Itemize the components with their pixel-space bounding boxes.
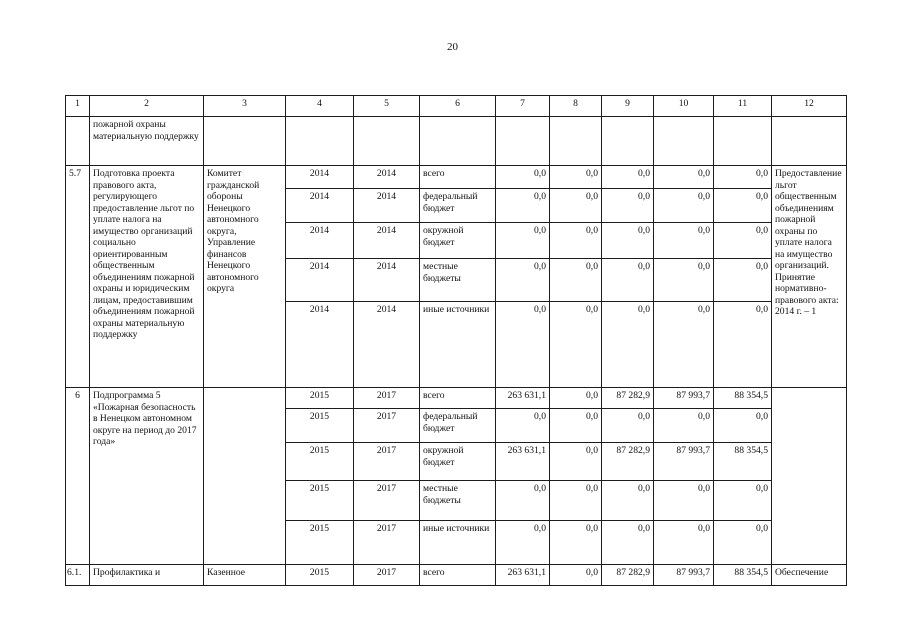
value-col9: 0,0: [602, 302, 654, 388]
value-total: 263 631,1: [496, 565, 550, 586]
funding-source: местные бюджеты: [420, 259, 496, 302]
expected-result: [772, 388, 847, 565]
empty-cell: [654, 117, 714, 166]
start-year: 2014: [286, 223, 354, 259]
executor: Казенное: [204, 565, 286, 586]
end-year: 2014: [354, 259, 420, 302]
row-number: 6: [66, 388, 90, 565]
end-year: 2014: [354, 302, 420, 388]
start-year: 2014: [286, 166, 354, 189]
executor: [204, 388, 286, 565]
value-total: 0,0: [496, 259, 550, 302]
empty-cell: [420, 117, 496, 166]
value-total: 263 631,1: [496, 388, 550, 409]
value-col9: 0,0: [602, 481, 654, 521]
value-col8: 0,0: [550, 189, 602, 223]
end-year: 2014: [354, 166, 420, 189]
continuation-text: пожарной охраны материальную поддержку: [90, 117, 204, 166]
value-col9: 0,0: [602, 259, 654, 302]
value-col8: 0,0: [550, 302, 602, 388]
empty-cell: [286, 117, 354, 166]
value-col11: 0,0: [714, 166, 772, 189]
program-table: [65, 95, 847, 586]
header-cell: 2: [90, 96, 204, 117]
activity-name: Подпрограмма 5 «Пожарная безопасность в Ненецком автономном округе на период до 2017 года»: [90, 388, 204, 565]
value-col8: 0,0: [550, 443, 602, 481]
empty-cell: [772, 117, 847, 166]
value-col11: 0,0: [714, 409, 772, 443]
value-col8: 0,0: [550, 521, 602, 565]
header-cell: 6: [420, 96, 496, 117]
value-col9: 87 282,9: [602, 388, 654, 409]
value-total: 0,0: [496, 302, 550, 388]
funding-source: федеральный бюджет: [420, 409, 496, 443]
funding-source: иные источники: [420, 521, 496, 565]
value-col10: 87 993,7: [654, 565, 714, 586]
value-col11: 0,0: [714, 481, 772, 521]
header-cell: 7: [496, 96, 550, 117]
header-cell: 9: [602, 96, 654, 117]
continuation-row: [66, 117, 847, 166]
value-col11: 88 354,5: [714, 443, 772, 481]
header-cell: 8: [550, 96, 602, 117]
value-col10: 0,0: [654, 259, 714, 302]
end-year: 2017: [354, 565, 420, 586]
value-col11: 0,0: [714, 223, 772, 259]
row-number: 5.7: [66, 166, 90, 388]
expected-result: Предоставление льгот общественным объединениям пожарной охраны по уплате налога на имущество организаций. Принятие нормативно-правового акта: 2014 г. – 1: [772, 166, 847, 388]
value-col9: 0,0: [602, 223, 654, 259]
value-col11: 0,0: [714, 189, 772, 223]
header-cell: 5: [354, 96, 420, 117]
value-col8: 0,0: [550, 259, 602, 302]
empty-cell: [496, 117, 550, 166]
start-year: 2015: [286, 481, 354, 521]
end-year: 2014: [354, 189, 420, 223]
end-year: 2017: [354, 443, 420, 481]
end-year: 2014: [354, 223, 420, 259]
start-year: 2015: [286, 521, 354, 565]
empty-cell: [354, 117, 420, 166]
start-year: 2014: [286, 302, 354, 388]
expected-result: Обеспечение: [772, 565, 847, 586]
table-row: [66, 565, 847, 586]
value-col11: 88 354,5: [714, 388, 772, 409]
start-year: 2015: [286, 565, 354, 586]
empty-cell: [602, 117, 654, 166]
empty-cell: [204, 117, 286, 166]
start-year: 2014: [286, 259, 354, 302]
value-total: 0,0: [496, 481, 550, 521]
start-year: 2014: [286, 189, 354, 223]
value-col10: 87 993,7: [654, 388, 714, 409]
empty-cell: [714, 117, 772, 166]
value-col8: 0,0: [550, 409, 602, 443]
table-row: [66, 166, 847, 189]
funding-source: всего: [420, 388, 496, 409]
value-col10: 0,0: [654, 223, 714, 259]
page-number: 20: [447, 41, 458, 53]
value-col10: 0,0: [654, 521, 714, 565]
value-col9: 0,0: [602, 409, 654, 443]
value-col11: 88 354,5: [714, 565, 772, 586]
value-col9: 87 282,9: [602, 565, 654, 586]
value-col8: 0,0: [550, 388, 602, 409]
value-col8: 0,0: [550, 166, 602, 189]
row-number: 6.1.: [66, 565, 90, 586]
value-col9: 0,0: [602, 189, 654, 223]
funding-source: окружной бюджет: [420, 223, 496, 259]
end-year: 2017: [354, 409, 420, 443]
executor: Комитет гражданской обороны Ненецкого автономного округа, Управление финансов Ненецкого автономного округа: [204, 166, 286, 388]
value-col8: 0,0: [550, 565, 602, 586]
funding-source: всего: [420, 565, 496, 586]
value-col9: 0,0: [602, 521, 654, 565]
value-total: 0,0: [496, 409, 550, 443]
value-total: 0,0: [496, 166, 550, 189]
funding-source: окружной бюджет: [420, 443, 496, 481]
value-col10: 0,0: [654, 481, 714, 521]
header-cell: 4: [286, 96, 354, 117]
value-col10: 0,0: [654, 189, 714, 223]
value-col11: 0,0: [714, 302, 772, 388]
value-col9: 87 282,9: [602, 443, 654, 481]
empty-cell: [66, 117, 90, 166]
value-col8: 0,0: [550, 223, 602, 259]
end-year: 2017: [354, 481, 420, 521]
header-cell: 12: [772, 96, 847, 117]
value-col8: 0,0: [550, 481, 602, 521]
value-col10: 0,0: [654, 409, 714, 443]
header-cell: 1: [66, 96, 90, 117]
header-cell: 10: [654, 96, 714, 117]
end-year: 2017: [354, 521, 420, 565]
header-row: [66, 96, 847, 117]
funding-source: местные бюджеты: [420, 481, 496, 521]
value-total: 263 631,1: [496, 443, 550, 481]
value-col10: 87 993,7: [654, 443, 714, 481]
start-year: 2015: [286, 388, 354, 409]
value-col10: 0,0: [654, 166, 714, 189]
funding-source: всего: [420, 166, 496, 189]
value-total: 0,0: [496, 521, 550, 565]
empty-cell: [550, 117, 602, 166]
value-total: 0,0: [496, 223, 550, 259]
activity-name: Подготовка проекта правового акта, регулирующего предоставление льгот по уплате налога на имущество организаций социально ориентированным общественным объединениям пожарной охраны и юридическим лицам, предоставившим объединениям пожарной охраны материальную поддержку: [90, 166, 204, 388]
value-total: 0,0: [496, 189, 550, 223]
funding-source: федеральный бюджет: [420, 189, 496, 223]
value-col11: 0,0: [714, 259, 772, 302]
value-col11: 0,0: [714, 521, 772, 565]
activity-name: Профилактика и: [90, 565, 204, 586]
start-year: 2015: [286, 443, 354, 481]
header-cell: 3: [204, 96, 286, 117]
start-year: 2015: [286, 409, 354, 443]
value-col10: 0,0: [654, 302, 714, 388]
funding-source: иные источники: [420, 302, 496, 388]
table-row: [66, 388, 847, 409]
value-col9: 0,0: [602, 166, 654, 189]
header-cell: 11: [714, 96, 772, 117]
end-year: 2017: [354, 388, 420, 409]
